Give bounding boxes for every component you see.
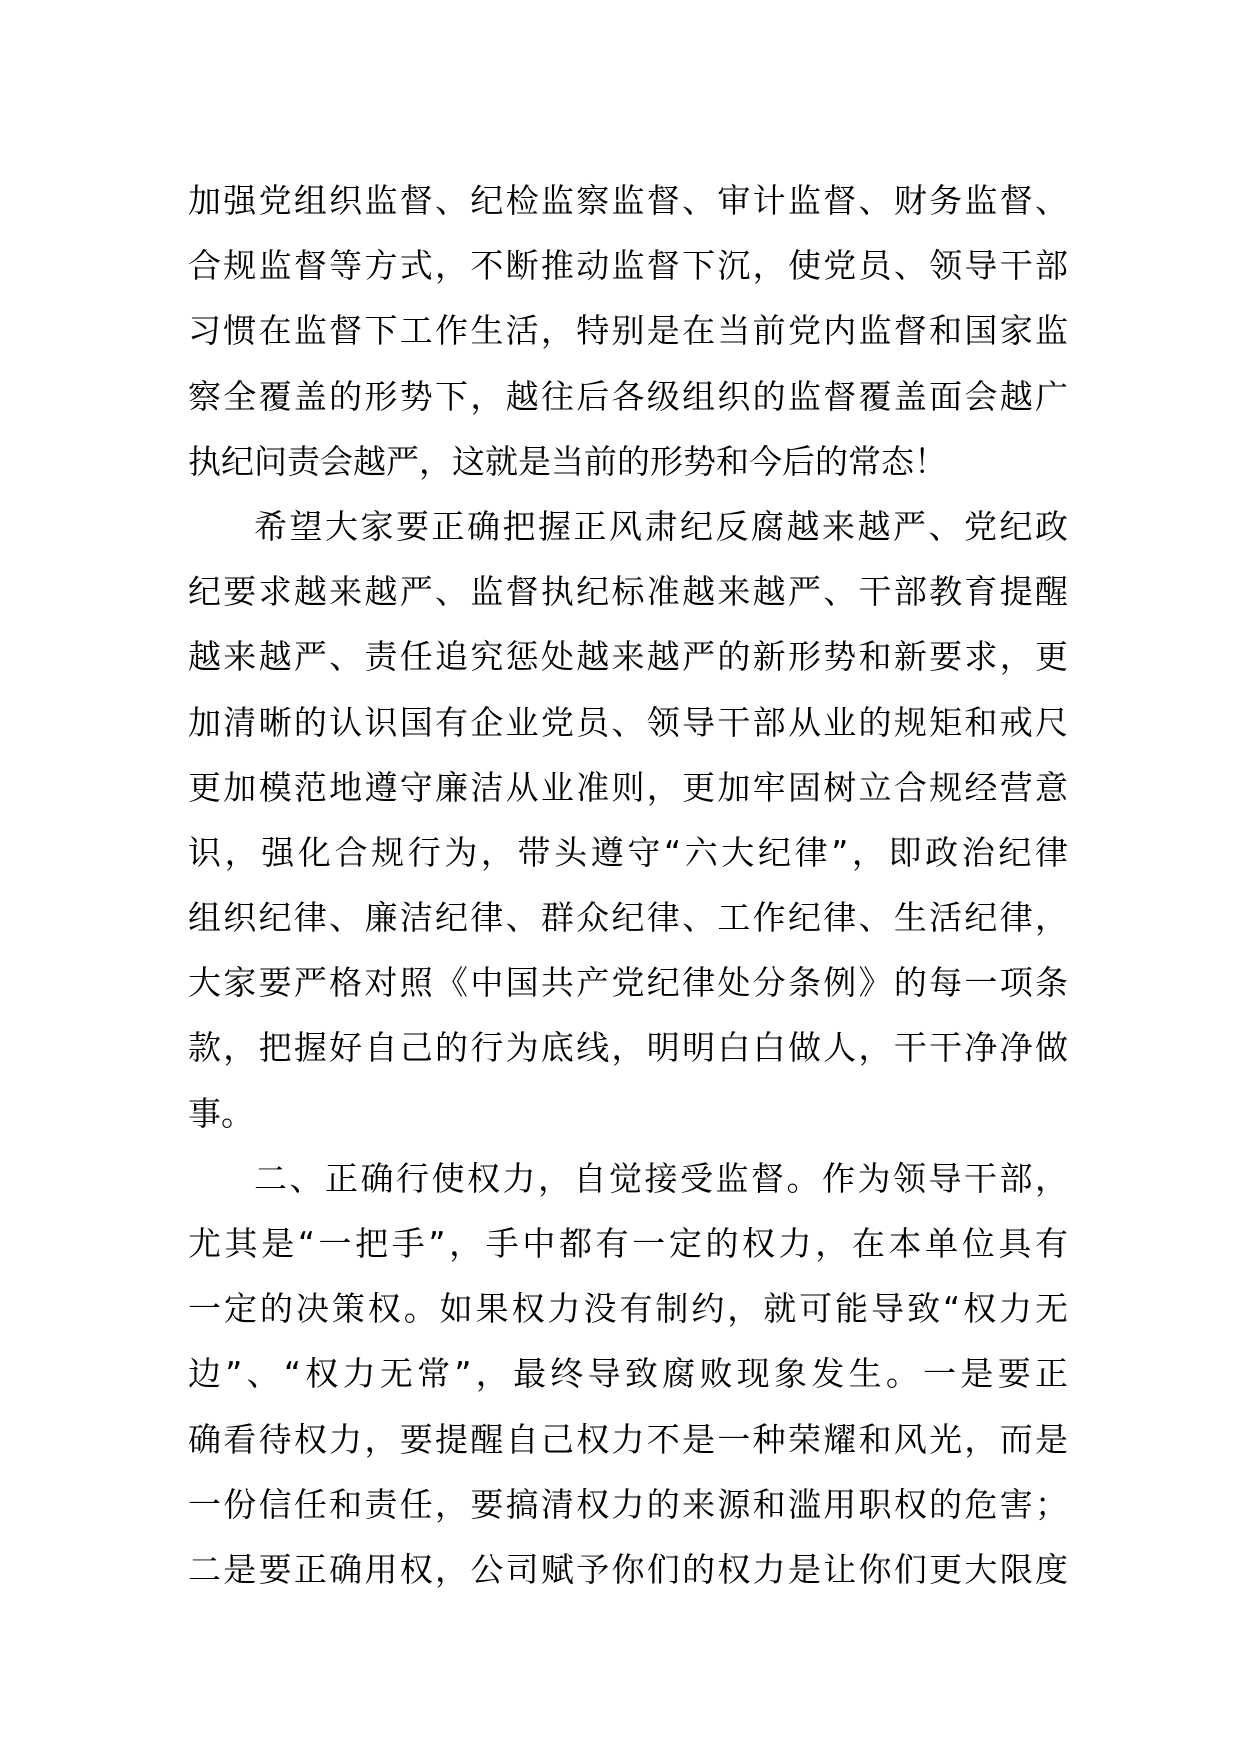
paragraph xyxy=(188,1146,1068,1602)
text-line: 合规监督等方式，不断推动监督下沉，使党员、领导干部 xyxy=(188,246,1068,286)
text-line: 加强党组织监督、纪检监察监督、审计监督、财务监督、 xyxy=(188,181,1068,220)
text-line: 一份信任和责任，要搞清权力的来源和滥用职权的危害； xyxy=(188,1484,1068,1524)
text-line: 事。 xyxy=(188,1093,254,1133)
text-line: 大家要严格对照《中国共产党纪律处分条例》的每一项条 xyxy=(188,963,1068,1003)
text-line: 组织纪律、廉洁纪律、群众纪律、工作纪律、生活纪律， xyxy=(188,898,1068,938)
text-line: 更加模范地遵守廉洁从业准则，更加牢固树立合规经营意 xyxy=(188,767,1068,807)
text-line: 识，强化合规行为，带头遵守“六大纪律”，即政治纪律 xyxy=(188,832,1068,872)
text-line: 款，把握好自己的行为底线，明明白白做人，干干净净做 xyxy=(188,1028,1068,1068)
paragraph xyxy=(188,168,1068,494)
text-line: 执纪问责会越严，这就是当前的形势和今后的常态！ xyxy=(188,441,947,481)
text-line: 一定的决策权。如果权力没有制约，就可能导致“权力无 xyxy=(188,1289,1068,1329)
text-line: 二、正确行使权力，自觉接受监督。作为领导干部， xyxy=(254,1158,1068,1198)
text-line: 二是要正确用权，公司赋予你们的权力是让你们更大限度 xyxy=(188,1549,1068,1589)
document-body xyxy=(188,168,1068,1602)
text-line: 纪要求越来越严、监督执纪标准越来越严、干部教育提醒 xyxy=(188,572,1068,612)
text-line: 边”、“权力无常”，最终导致腐败现象发生。一是要正 xyxy=(188,1354,1068,1394)
text-line: 确看待权力，要提醒自己权力不是一种荣耀和风光，而是 xyxy=(188,1419,1068,1459)
text-line: 越来越严、责任追究惩处越来越严的新形势和新要求，更 xyxy=(188,637,1068,677)
text-line: 加清晰的认识国有企业党员、领导干部从业的规矩和戒尺 xyxy=(188,702,1068,742)
text-line: 习惯在监督下工作生活，特别是在当前党内监督和国家监 xyxy=(188,311,1068,351)
text-line: 察全覆盖的形势下，越往后各级组织的监督覆盖面会越广 xyxy=(188,376,1068,416)
text-line: 希望大家要正确把握正风肃纪反腐越来越严、党纪政 xyxy=(254,506,1068,546)
paragraph xyxy=(188,494,1068,1146)
text-line: 尤其是“一把手”，手中都有一定的权力，在本单位具有 xyxy=(188,1224,1068,1263)
